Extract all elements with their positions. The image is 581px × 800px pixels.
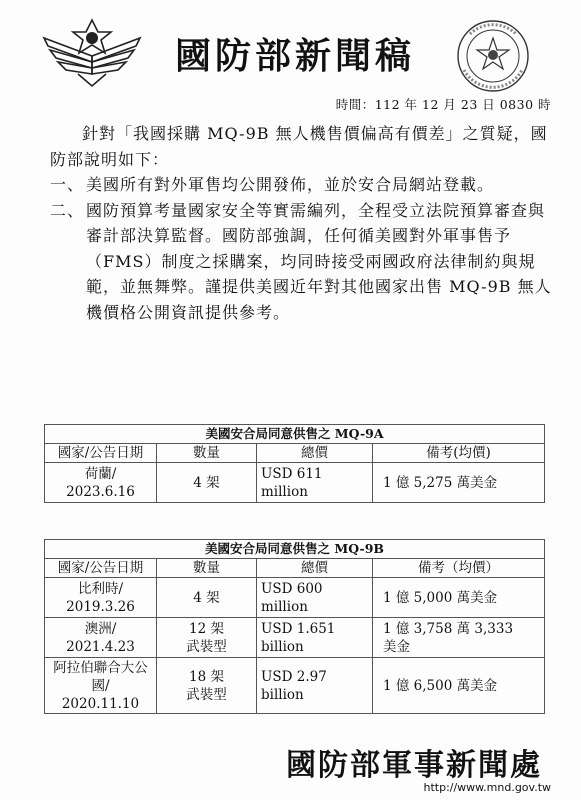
seal-icon bbox=[450, 18, 536, 94]
mq9b-sales-table bbox=[44, 539, 545, 714]
list-item bbox=[50, 198, 555, 326]
country: 阿拉伯聯合大公國/ bbox=[53, 659, 148, 694]
mq9a-sales-table bbox=[44, 424, 545, 503]
column-header: 總價 bbox=[257, 444, 373, 463]
table-row bbox=[45, 618, 545, 658]
announce-date: 2021.4.23 bbox=[66, 638, 135, 655]
item-text: 美國所有對外軍售均公開發佈，並於安合局網站登載。 bbox=[86, 175, 495, 194]
average-price: 1 億 6,500 萬美金 bbox=[383, 677, 498, 694]
column-header: 國家/公告日期 bbox=[45, 559, 157, 578]
column-header: 備考(均價) bbox=[373, 444, 545, 463]
quantity: 18 架 bbox=[189, 668, 224, 685]
average-price-unit: 美金 bbox=[383, 638, 410, 655]
average-price: 1 億 5,000 萬美金 bbox=[383, 589, 498, 606]
total-price: USD 2.97 bbox=[261, 668, 327, 685]
table-row bbox=[45, 578, 545, 618]
list-item bbox=[50, 172, 555, 198]
announce-date: 2020.11.10 bbox=[61, 695, 140, 712]
table-row bbox=[45, 658, 545, 714]
website-url: http://www.mnd.gov.tw bbox=[423, 781, 551, 794]
total-price-unit: million bbox=[261, 483, 308, 500]
item-number: 二、 bbox=[50, 200, 85, 220]
total-price-unit: billion bbox=[261, 686, 304, 703]
total-price-unit: million bbox=[261, 598, 308, 615]
signature: 國防部軍事新聞處 bbox=[286, 748, 542, 783]
column-header: 數量 bbox=[157, 559, 257, 578]
announce-date: 2023.6.16 bbox=[66, 483, 135, 500]
average-price: 1 億 3,758 萬 3,333 bbox=[383, 620, 514, 637]
table-row bbox=[45, 463, 545, 503]
page-title: 國防部新聞稿 bbox=[174, 35, 415, 77]
variant: 武裝型 bbox=[186, 686, 227, 703]
table-caption: 美國安合局同意供售之 MQ-9A bbox=[45, 425, 545, 444]
variant: 武裝型 bbox=[186, 638, 227, 655]
column-header: 總價 bbox=[257, 559, 373, 578]
release-time: 時間：112 年 12 月 23 日 0830 時 bbox=[335, 97, 551, 112]
total-price-unit: billion bbox=[261, 638, 304, 655]
intro-paragraph: 針對「我國採購 MQ-9B 無人機售價偏高有價差」之質疑，國防部說明如下： bbox=[50, 124, 548, 169]
country: 澳洲/ bbox=[84, 620, 117, 637]
item-text: 國防預算考量國家安全等實需編列，全程受立法院預算審查與審計部決算監督。國防部強調，任何循美國對外軍事售予（FMS）制度之採購案，均同時接受兩國政府法律制約與規範，並無舞弊。謹提供美國近年對其他國家出售 MQ-9B 無人機價格公開資訊提供參考。 bbox=[86, 200, 552, 322]
total-price: USD 611 bbox=[261, 465, 323, 482]
quantity: 4 架 bbox=[193, 589, 220, 606]
country: 比利時/ bbox=[77, 580, 124, 597]
statement-body bbox=[50, 121, 555, 325]
column-header: 備考（均價） bbox=[373, 559, 545, 578]
column-header: 數量 bbox=[157, 444, 257, 463]
average-price: 1 億 5,275 萬美金 bbox=[383, 474, 498, 491]
mnd-emblem-icon bbox=[38, 16, 146, 90]
column-header: 國家/公告日期 bbox=[45, 444, 157, 463]
item-number: 一、 bbox=[50, 175, 85, 194]
total-price: USD 1.651 bbox=[261, 620, 336, 637]
table-caption: 美國安合局同意供售之 MQ-9B bbox=[45, 540, 545, 559]
total-price: USD 600 bbox=[261, 580, 323, 597]
quantity: 4 架 bbox=[193, 474, 220, 491]
country: 荷蘭/ bbox=[84, 465, 117, 482]
quantity: 12 架 bbox=[189, 620, 224, 637]
announce-date: 2019.3.26 bbox=[66, 598, 135, 615]
